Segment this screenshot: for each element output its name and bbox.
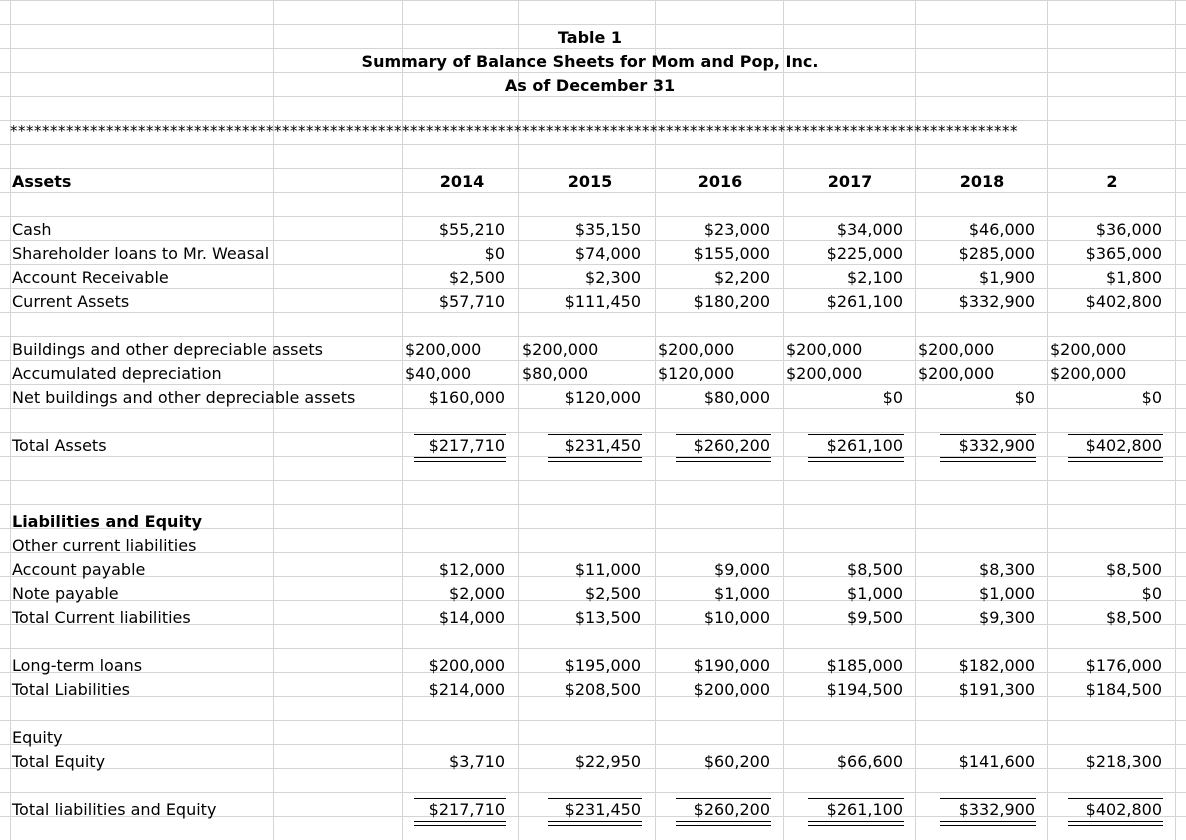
underline-rule <box>1068 798 1163 799</box>
value-cell: $9,000 <box>714 560 770 579</box>
value-cell: $2,100 <box>847 268 903 287</box>
value-cell: $111,450 <box>564 292 641 311</box>
row-label: Other current liabilities <box>12 536 197 555</box>
row-label: Liabilities and Equity <box>12 512 203 531</box>
value-cell: $80,000 <box>522 364 589 383</box>
underline-rule <box>940 434 1036 435</box>
value-cell: $180,200 <box>693 292 770 311</box>
value-cell: $0 <box>1141 584 1162 603</box>
underline-rule <box>808 461 904 462</box>
row-label: Shareholder loans to Mr. Weasal <box>12 244 270 263</box>
value-cell: $200,000 <box>1050 364 1127 383</box>
value-cell: $332,900 <box>958 292 1035 311</box>
value-cell: $60,200 <box>703 752 770 771</box>
value-cell: $191,300 <box>958 680 1035 699</box>
value-cell: $35,150 <box>574 220 641 239</box>
value-cell: $402,800 <box>1085 800 1162 819</box>
value-cell: $200,000 <box>405 340 482 359</box>
table-title: Table 1 <box>557 28 623 47</box>
value-cell: $231,450 <box>564 436 641 455</box>
value-cell: $2,300 <box>585 268 641 287</box>
value-cell: $120,000 <box>658 364 735 383</box>
value-cell: $200,000 <box>786 340 863 359</box>
underline-rule <box>940 798 1036 799</box>
value-cell: $0 <box>1014 388 1035 407</box>
underline-rule <box>808 457 904 458</box>
value-cell: $214,000 <box>428 680 505 699</box>
value-cell: $1,000 <box>979 584 1035 603</box>
value-cell: $36,000 <box>1095 220 1162 239</box>
value-cell: $3,710 <box>449 752 505 771</box>
value-cell: $261,100 <box>826 292 903 311</box>
value-cell: $2,200 <box>714 268 770 287</box>
value-cell: $208,500 <box>564 680 641 699</box>
value-cell: $261,100 <box>826 800 903 819</box>
value-cell: $218,300 <box>1085 752 1162 771</box>
value-cell: $120,000 <box>564 388 641 407</box>
year-header: 2014 <box>439 172 485 191</box>
year-header: 2015 <box>567 172 613 191</box>
underline-rule <box>676 798 771 799</box>
value-cell: $217,710 <box>428 436 505 455</box>
underline-rule <box>676 461 771 462</box>
underline-rule <box>414 434 506 435</box>
underline-rule <box>548 798 642 799</box>
value-cell: $402,800 <box>1085 292 1162 311</box>
value-cell: $74,000 <box>574 244 641 263</box>
underline-rule <box>548 821 642 822</box>
value-cell: $260,200 <box>693 436 770 455</box>
value-cell: $1,800 <box>1106 268 1162 287</box>
value-cell: $8,500 <box>1106 608 1162 627</box>
underline-rule <box>1068 821 1163 822</box>
value-cell: $66,600 <box>836 752 903 771</box>
value-cell: $365,000 <box>1085 244 1162 263</box>
value-cell: $0 <box>1141 388 1162 407</box>
value-cell: $190,000 <box>693 656 770 675</box>
year-header: 2017 <box>827 172 873 191</box>
value-cell: $194,500 <box>826 680 903 699</box>
value-cell: $200,000 <box>658 340 735 359</box>
value-cell: $1,900 <box>979 268 1035 287</box>
underline-rule <box>548 434 642 435</box>
value-cell: $402,800 <box>1085 436 1162 455</box>
underline-rule <box>676 457 771 458</box>
table-date: As of December 31 <box>504 76 676 95</box>
value-cell: $2,500 <box>585 584 641 603</box>
row-label: Long-term loans <box>12 656 143 675</box>
assets-header: Assets <box>12 172 72 191</box>
value-cell: $2,000 <box>449 584 505 603</box>
row-label: Net buildings and other depreciable assets <box>12 388 356 407</box>
value-cell: $217,710 <box>428 800 505 819</box>
value-cell: $332,900 <box>958 800 1035 819</box>
value-cell: $184,500 <box>1085 680 1162 699</box>
value-cell: $8,300 <box>979 560 1035 579</box>
underline-rule <box>808 825 904 826</box>
underline-rule <box>414 798 506 799</box>
value-cell: $200,000 <box>918 364 995 383</box>
value-cell: $141,600 <box>958 752 1035 771</box>
value-cell: $200,000 <box>522 340 599 359</box>
underline-rule <box>676 825 771 826</box>
value-cell: $231,450 <box>564 800 641 819</box>
value-cell: $2,500 <box>449 268 505 287</box>
value-cell: $0 <box>484 244 505 263</box>
value-cell: $185,000 <box>826 656 903 675</box>
value-cell: $1,000 <box>714 584 770 603</box>
value-cell: $200,000 <box>1050 340 1127 359</box>
value-cell: $200,000 <box>428 656 505 675</box>
table-subtitle: Summary of Balance Sheets for Mom and Pop, Inc. <box>361 52 819 71</box>
row-label: Total Equity <box>12 752 106 771</box>
underline-rule <box>414 825 506 826</box>
value-cell: $200,000 <box>918 340 995 359</box>
value-cell: $80,000 <box>703 388 770 407</box>
row-label: Cash <box>12 220 52 239</box>
underline-rule <box>940 825 1036 826</box>
value-cell: $12,000 <box>438 560 505 579</box>
value-cell: $10,000 <box>703 608 770 627</box>
value-cell: $46,000 <box>968 220 1035 239</box>
underline-rule <box>808 434 904 435</box>
value-cell: $40,000 <box>405 364 472 383</box>
value-cell: $13,500 <box>574 608 641 627</box>
row-label: Accumulated depreciation <box>12 364 222 383</box>
row-label: Total Liabilities <box>12 680 131 699</box>
underline-rule <box>940 457 1036 458</box>
value-cell: $8,500 <box>847 560 903 579</box>
row-label: Current Assets <box>12 292 130 311</box>
value-cell: $11,000 <box>574 560 641 579</box>
value-cell: $260,200 <box>693 800 770 819</box>
separator-row: ****************************************************************************************************************************** <box>10 122 1018 140</box>
row-label: Equity <box>12 728 63 747</box>
year-header: 2016 <box>697 172 743 191</box>
value-cell: $1,000 <box>847 584 903 603</box>
underline-rule <box>1068 825 1163 826</box>
underline-rule <box>548 457 642 458</box>
row-label: Note payable <box>12 584 119 603</box>
value-cell: $225,000 <box>826 244 903 263</box>
underline-rule <box>414 821 506 822</box>
value-cell: $9,300 <box>979 608 1035 627</box>
value-cell: $9,500 <box>847 608 903 627</box>
underline-rule <box>808 798 904 799</box>
value-cell: $176,000 <box>1085 656 1162 675</box>
row-label: Total liabilities and Equity <box>12 800 217 819</box>
underline-rule <box>808 821 904 822</box>
underline-rule <box>940 461 1036 462</box>
year-header: 2 <box>1106 172 1118 191</box>
row-label: Buildings and other depreciable assets <box>12 340 323 359</box>
underline-rule <box>414 457 506 458</box>
value-cell: $8,500 <box>1106 560 1162 579</box>
value-cell: $200,000 <box>693 680 770 699</box>
underline-rule <box>1068 457 1163 458</box>
underline-rule <box>548 825 642 826</box>
value-cell: $0 <box>882 388 903 407</box>
underline-rule <box>676 821 771 822</box>
value-cell: $155,000 <box>693 244 770 263</box>
value-cell: $195,000 <box>564 656 641 675</box>
row-label: Total Assets <box>12 436 107 455</box>
underline-rule <box>940 821 1036 822</box>
value-cell: $285,000 <box>958 244 1035 263</box>
value-cell: $332,900 <box>958 436 1035 455</box>
year-header: 2018 <box>959 172 1005 191</box>
value-cell: $23,000 <box>703 220 770 239</box>
underline-rule <box>1068 434 1163 435</box>
value-cell: $57,710 <box>438 292 505 311</box>
value-cell: $200,000 <box>786 364 863 383</box>
row-label: Total Current liabilities <box>12 608 191 627</box>
value-cell: $261,100 <box>826 436 903 455</box>
underline-rule <box>548 461 642 462</box>
value-cell: $22,950 <box>574 752 641 771</box>
underline-rule <box>1068 461 1163 462</box>
value-cell: $182,000 <box>958 656 1035 675</box>
underline-rule <box>414 461 506 462</box>
value-cell: $160,000 <box>428 388 505 407</box>
underline-rule <box>676 434 771 435</box>
value-cell: $14,000 <box>438 608 505 627</box>
row-label: Account payable <box>12 560 146 579</box>
row-label: Account Receivable <box>12 268 169 287</box>
value-cell: $55,210 <box>438 220 505 239</box>
value-cell: $34,000 <box>836 220 903 239</box>
